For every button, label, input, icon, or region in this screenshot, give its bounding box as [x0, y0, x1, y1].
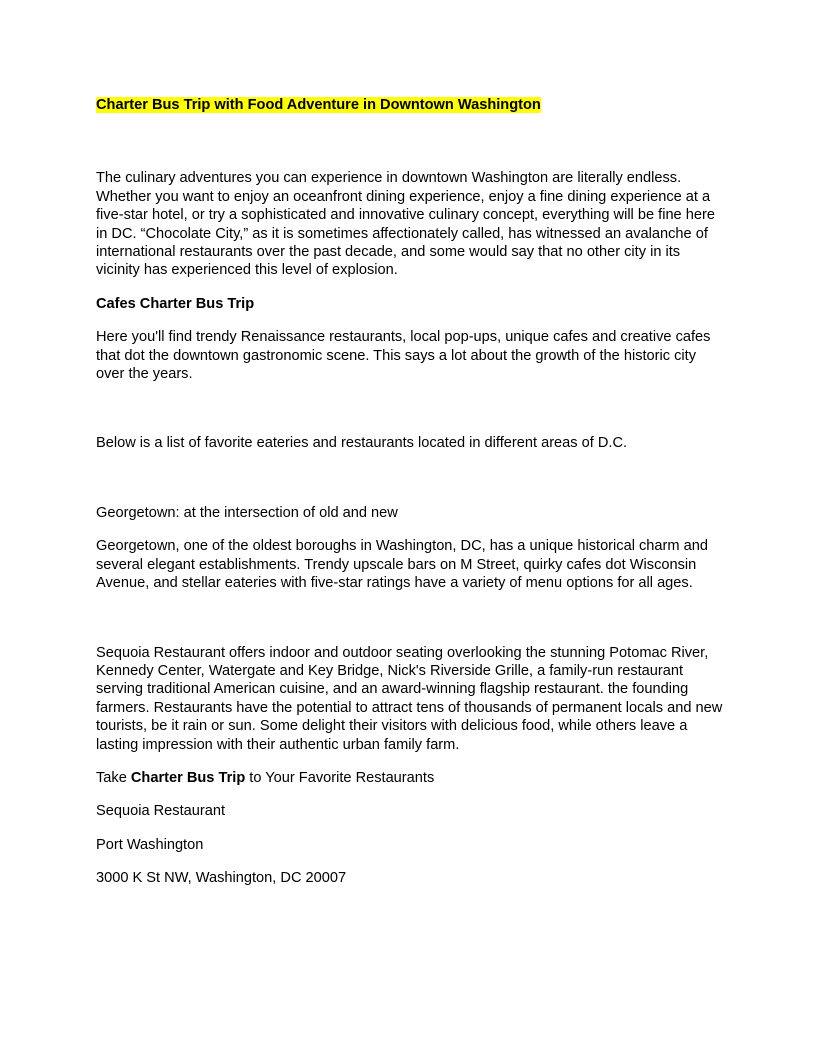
title-highlight: Charter Bus Trip with Food Adventure in Downtown Washington: [96, 97, 541, 113]
restaurant-location: Port Washington: [96, 836, 204, 853]
georgetown-paragraph: Georgetown, one of the oldest boroughs in Washington, DC, has a unique historical charm and several elegant establishments. Trendy upscale bars on M Street, quirky cafes dot Wisconsin Avenue, and stellar eateries with five-star ratings have a variety of menu options for all ages.: [96, 538, 708, 592]
take-bold: Charter Bus Trip: [130, 769, 246, 786]
cafes-heading: Cafes Charter Bus Trip: [96, 295, 255, 312]
restaurant-name: Sequoia Restaurant: [96, 803, 225, 820]
cafes-paragraph: Here you'll find trendy Renaissance restaurants, local pop-ups, unique cafes and creative cafes that dot the downtown gastronomic scene. This says a lot about the growth of the historic city over the years.: [96, 329, 711, 383]
document-page: [96, 96, 726, 888]
list-intro-paragraph: Below is a list of favorite eateries and restaurants located in different areas of D.C.: [96, 435, 628, 452]
take-prefix: Take: [96, 769, 131, 786]
sequoia-paragraph: Sequoia Restaurant offers indoor and outdoor seating overlooking the stunning Potomac River, Kennedy Center, Watergate and Key Bridge, Nick's Riverside Grille, a family-run restaurant serving traditional American cuisine, and an award-winning flagship restaurant. the founding farmers. Restaurants have the potential to attract tens of thousands of permanent locals and new tourists, be it rain or sun. Some delight their visitors with delicious food, while others leave a lasting impression with their authentic urban family farm.: [96, 644, 723, 753]
intro-paragraph: The culinary adventures you can experience in downtown Washington are literally endless. Whether you want to enjoy an oceanfront dining experience, enjoy a fine dining experience at a five-star hotel, or try a sophisticated and innovative culinary concept, everything will be fine here in DC. “Chocolate City,” as it is sometimes affectionately called, has witnessed an avalanche of international restaurants over the past decade, and some would say that no other city in its vicinity has experienced this level of explosion.: [96, 170, 715, 279]
restaurant-address: 3000 K St NW, Washington, DC 20007: [96, 870, 347, 887]
georgetown-heading: Georgetown: at the intersection of old and new: [96, 504, 398, 521]
document-title: [96, 96, 726, 114]
take-suffix: to Your Favorite Restaurants: [245, 769, 435, 786]
take-charter-line: [96, 769, 726, 787]
